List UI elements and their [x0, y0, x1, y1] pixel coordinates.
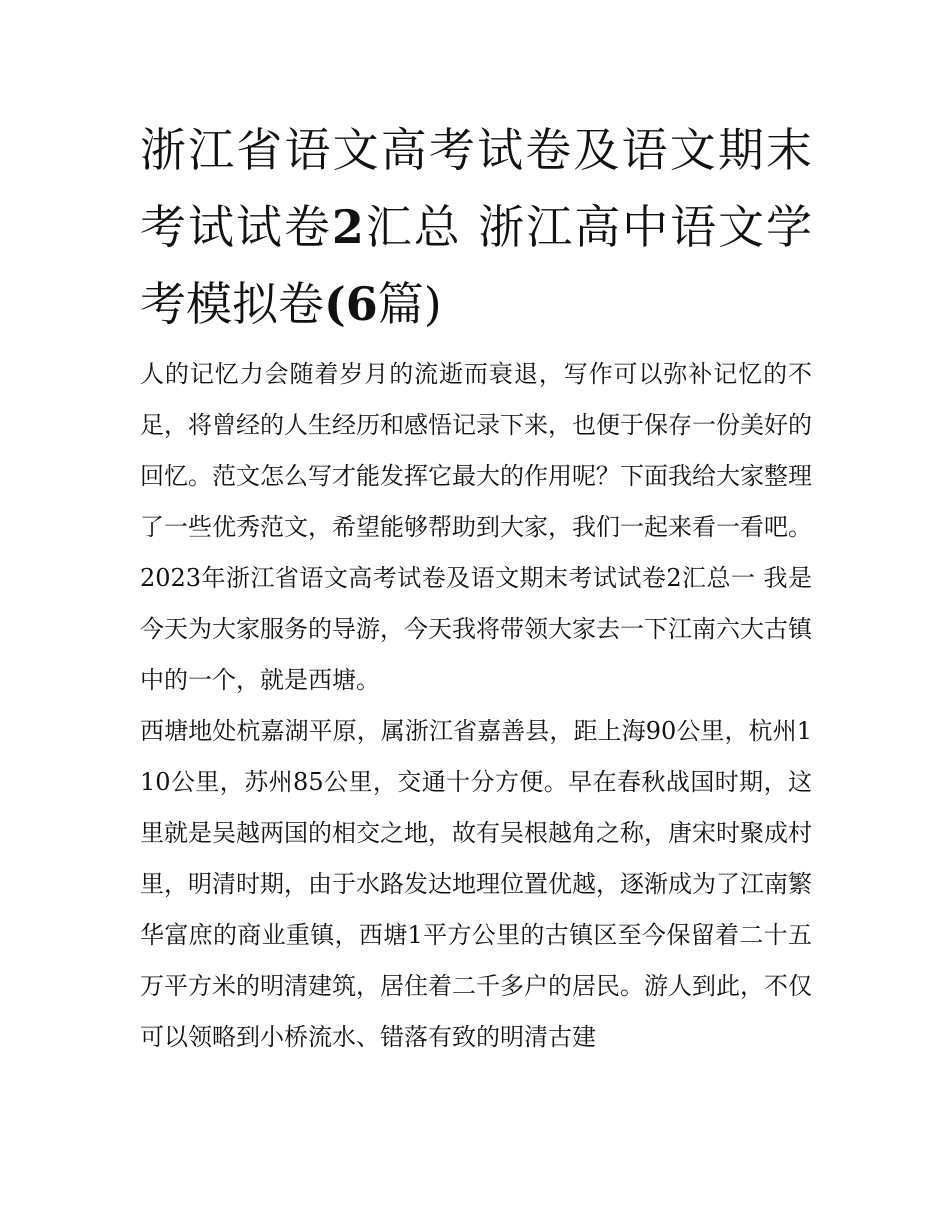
title-part-5: 篇): [377, 277, 442, 331]
title-part-1: 浙江省语文高考试卷及语文期末考试试卷: [140, 123, 812, 254]
title-part-4: (6: [324, 277, 378, 331]
document-body: [140, 112, 812, 1063]
paragraph-intro: 人的记忆力会随着岁月的流逝而衰退，写作可以弥补记忆的不足，将曾经的人生经历和感悟记录下来，也便于保存一份美好的回忆。范文怎么写才能发挥它最大的作用呢？下面我给大家整理了一些优秀范文，希望能够帮助到大家，我们一起来看一看吧。: [140, 360, 812, 541]
title-part-2: 2: [331, 200, 364, 254]
paragraph-tour-guide: 2023年浙江省语文高考试卷及语文期末考试试卷2汇总一 我是今天为大家服务的导游，今天我将带领大家去一下江南六大古镇中的一个，就是西塘。: [140, 564, 812, 694]
title-part-3: 汇总 浙江高中语文学考模拟卷: [140, 200, 813, 331]
paragraph-xitang: 西塘地处杭嘉湖平原，属浙江省嘉善县，距上海90公里，杭州110公里，苏州85公里，交通十分方便。早在春秋战国时期，这里就是吴越两国的相交之地，故有吴根越角之称，唐宋时聚成村里，明清时期，由于水路发达地理位置优越，逐渐成为了江南繁华富庶的商业重镇，西塘1平方公里的古镇区至今保留着二十五万平方米的明清建筑，居住着二千多户的居民。游人到此，不仅可以领略到小桥流水、错落有致的明清古建: [140, 717, 812, 1051]
document-title: [140, 112, 812, 343]
